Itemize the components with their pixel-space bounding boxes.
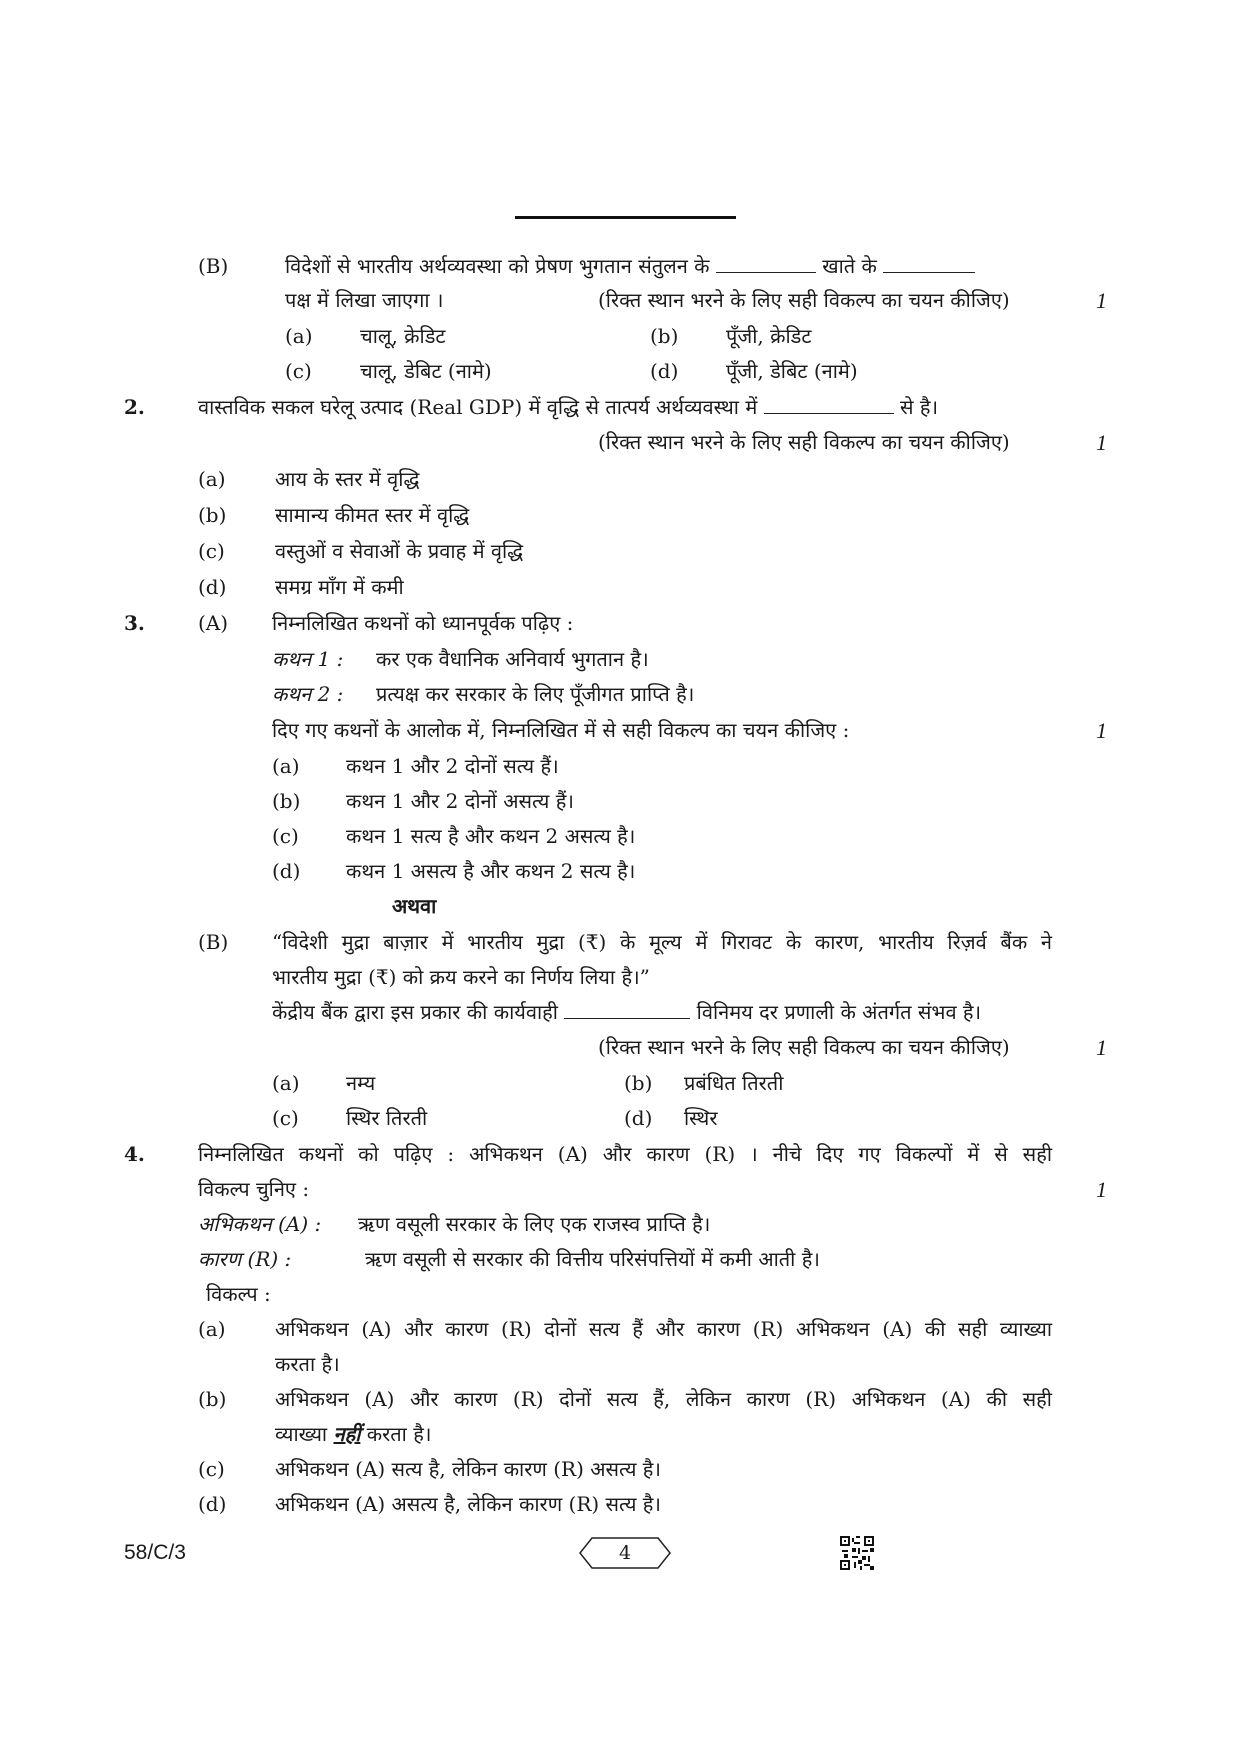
qr-code-icon: [840, 1536, 874, 1570]
option-text-cont: करता है।: [275, 1352, 340, 1376]
option-label: (c): [272, 824, 299, 848]
q4-line2: विकल्प चुनिए :: [198, 1177, 310, 1201]
blank: [716, 254, 816, 273]
option-label: (a): [285, 324, 313, 348]
q4-line1: निम्नलिखित कथनों को पढ़िए : अभिकथन (A) और कारण (R) । नीचे दिए गए विकल्पों में से सही: [198, 1142, 1052, 1166]
option-text: नम्य: [346, 1071, 376, 1095]
option-text: प्रबंधित तिरती: [684, 1071, 784, 1095]
q3-statement1-label: कथन 1 :: [272, 647, 344, 671]
q1b-instruction: (रिक्त स्थान भरने के लिए सही विकल्प का चयन कीजिए): [598, 288, 1010, 312]
option-label: (c): [272, 1106, 299, 1130]
q2-instruction: (रिक्त स्थान भरने के लिए सही विकल्प का चयन कीजिए): [598, 430, 1010, 454]
blank: [883, 254, 975, 273]
q3-intro: निम्नलिखित कथनों को ध्यानपूर्वक पढ़िए :: [272, 611, 574, 635]
q4-mark: 1: [1096, 1177, 1107, 1202]
option-label: (b): [198, 1387, 227, 1411]
q2-mark: 1: [1096, 430, 1107, 455]
q3-b-line3-a: केंद्रीय बैंक द्वारा इस प्रकार की कार्यवाही: [272, 1000, 558, 1024]
option-label: (a): [198, 1317, 226, 1341]
option-text: चालू, डेबिट (नामे): [360, 359, 492, 383]
option-label: (c): [198, 539, 225, 563]
option-label: (b): [650, 324, 679, 348]
q2-text: [198, 395, 938, 419]
option-label: (a): [272, 1071, 300, 1095]
option-label: (a): [198, 467, 226, 491]
q1b-label: (B): [198, 254, 229, 278]
q1b-mark: 1: [1096, 288, 1107, 313]
option-label: (b): [198, 503, 227, 527]
option-text: कथन 1 और 2 दोनों सत्य हैं।: [346, 754, 559, 778]
option-label: (a): [272, 754, 300, 778]
option-label: (c): [198, 1457, 225, 1481]
q3-number: 3.: [124, 611, 145, 635]
q2-text-a: वास्तविक सकल घरेलू उत्पाद (Real GDP) में वृद्धि से तात्पर्य अर्थव्यवस्था में: [198, 395, 758, 419]
q4-assertion-text: ऋण वसूली सरकार के लिए एक राजस्व प्राप्ति है।: [358, 1212, 711, 1236]
q4-assertion-label: अभिकथन (A) :: [198, 1212, 322, 1236]
option-text: स्थिर तिरती: [346, 1106, 428, 1130]
blank: [564, 1000, 690, 1019]
q3-b-mark: 1: [1096, 1035, 1107, 1060]
option-text: स्थिर: [684, 1106, 718, 1130]
q4-reason-label: कारण (R) :: [198, 1247, 292, 1271]
blank: [764, 395, 894, 414]
q3-statement2-label: कथन 2 :: [272, 682, 344, 706]
q3-a-mark: 1: [1096, 718, 1107, 743]
q3-b-instruction: (रिक्त स्थान भरने के लिए सही विकल्प का चयन कीजिए): [598, 1035, 1010, 1059]
q4-number: 4.: [124, 1142, 145, 1166]
q3-b-line3-b: विनिमय दर प्रणाली के अंतर्गत संभव है।: [696, 1000, 982, 1024]
q1b-line2: पक्ष में लिखा जाएगा ।: [285, 288, 444, 312]
q1b-line1-b: खाते के: [822, 254, 877, 278]
option-text: कथन 1 सत्य है और कथन 2 असत्य है।: [346, 824, 636, 848]
q3-statement1-text: कर एक वैधानिक अनिवार्य भुगतान है।: [376, 647, 649, 671]
option-label: (d): [198, 1492, 227, 1516]
option-text: अभिकथन (A) सत्य है, लेकिन कारण (R) असत्य है।: [275, 1457, 662, 1481]
option-text: पूँजी, क्रेडिट: [726, 324, 812, 348]
page-number: 4: [618, 1542, 632, 1564]
option-label: (b): [624, 1071, 653, 1095]
q4-options-title: विकल्प :: [206, 1282, 271, 1306]
option-text: अभिकथन (A) और कारण (R) दोनों सत्य हैं, लेकिन कारण (R) अभिकथन (A) की सही: [275, 1387, 1052, 1411]
option-label: (d): [624, 1106, 653, 1130]
option-label: (d): [650, 359, 679, 383]
option-text-cont: [275, 1422, 431, 1446]
option-text-part: व्याख्या: [275, 1422, 328, 1446]
or-heading: अथवा: [392, 894, 437, 918]
q2-number: 2.: [124, 395, 145, 419]
q3-b-line2: भारतीय मुद्रा (₹) को क्रय करने का निर्णय लिया है।”: [272, 965, 650, 989]
emphasis-text: नहीं: [333, 1422, 361, 1446]
option-text: सामान्य कीमत स्तर में वृद्धि: [275, 503, 470, 527]
option-text: वस्तुओं व सेवाओं के प्रवाह में वृद्धि: [275, 539, 524, 563]
q3-statement2-text: प्रत्यक्ष कर सरकार के लिए पूँजीगत प्राप्ति है।: [376, 682, 695, 706]
option-text: चालू, क्रेडिट: [360, 324, 446, 348]
option-text: आय के स्तर में वृद्धि: [275, 467, 420, 491]
top-rule: [515, 216, 736, 219]
q4-reason-text: ऋण वसूली से सरकार की वित्तीय परिसंपत्तियों में कमी आती है।: [365, 1247, 820, 1271]
q2-text-b: से है।: [900, 395, 939, 419]
q3-b-line1: “विदेशी मुद्रा बाज़ार में भारतीय मुद्रा (₹) के मूल्य में गिरावट के कारण, भारतीय रिज़र्व बैंक ने: [272, 930, 1052, 954]
option-label: (c): [285, 359, 312, 383]
q3-question: दिए गए कथनों के आलोक में, निम्नलिखित में से सही विकल्प का चयन कीजिए :: [272, 718, 850, 742]
option-label: (d): [198, 575, 227, 599]
option-text-part: करता है।: [366, 1422, 432, 1446]
option-text: कथन 1 असत्य है और कथन 2 सत्य है।: [346, 859, 636, 883]
option-text: अभिकथन (A) असत्य है, लेकिन कारण (R) सत्य है।: [275, 1492, 662, 1516]
option-label: (d): [272, 859, 301, 883]
option-text: कथन 1 और 2 दोनों असत्य हैं।: [346, 789, 574, 813]
option-text: पूँजी, डेबिट (नामे): [726, 359, 858, 383]
option-text: समग्र माँग में कमी: [275, 575, 404, 599]
option-label: (b): [272, 789, 301, 813]
option-text: अभिकथन (A) और कारण (R) दोनों सत्य हैं और कारण (R) अभिकथन (A) की सही व्याख्या: [275, 1317, 1052, 1341]
paper-code: 58/C/3: [124, 1541, 186, 1564]
q3-b-line3: [272, 1000, 981, 1024]
q1b-line1: [285, 254, 975, 278]
q1b-line1-a: विदेशों से भारतीय अर्थव्यवस्था को प्रेषण भुगतान संतुलन के: [285, 254, 710, 278]
q3-a-label: (A): [198, 611, 229, 635]
page-number-box: [578, 1536, 672, 1570]
q3-b-label: (B): [198, 930, 229, 954]
